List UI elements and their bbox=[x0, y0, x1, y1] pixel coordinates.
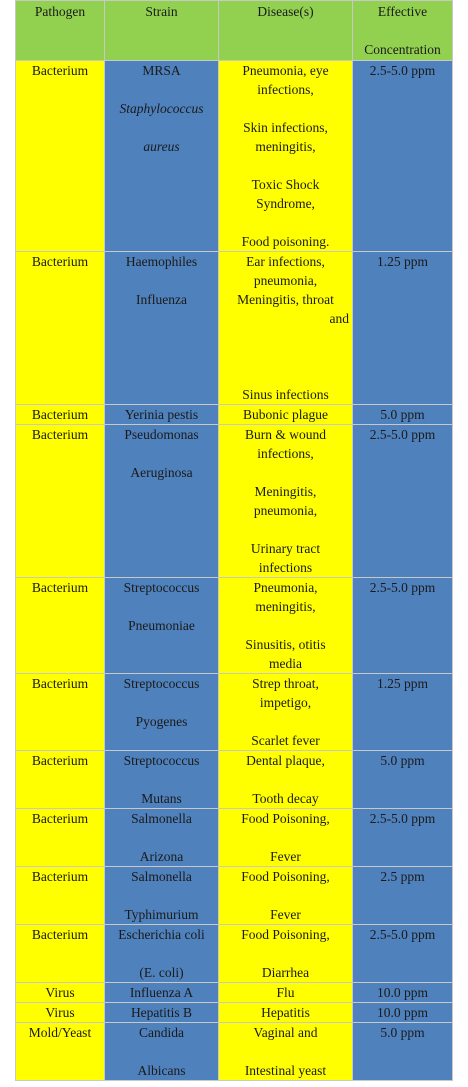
disease-cell bbox=[219, 61, 353, 252]
pathogen-cell bbox=[16, 983, 105, 1003]
cell-line: Yerinia pestis bbox=[124, 407, 199, 422]
strain-cell bbox=[105, 674, 219, 751]
cell-line: Food Poisoning, bbox=[241, 927, 330, 942]
cell-line: Arizona bbox=[139, 849, 184, 864]
strain-cell bbox=[105, 925, 219, 983]
disease-cell bbox=[219, 809, 353, 867]
table-row bbox=[16, 61, 453, 252]
cell-line: 5.0 ppm bbox=[380, 753, 425, 768]
cell-line: infections, bbox=[257, 82, 314, 97]
cell-line: Salmonella bbox=[131, 811, 192, 826]
pathogen-cell bbox=[16, 1023, 105, 1081]
cell-line bbox=[108, 118, 215, 137]
cell-line: Sinusitis, otitis bbox=[245, 637, 326, 652]
header-diseases: Disease(s) bbox=[219, 1, 353, 61]
cell-line: Aeruginosa bbox=[130, 465, 193, 480]
cell-line bbox=[108, 597, 215, 616]
cell-line: Streptococcus bbox=[123, 580, 200, 595]
pathogen-cell bbox=[16, 809, 105, 867]
pathogen-cell bbox=[16, 1003, 105, 1023]
table-row bbox=[16, 405, 453, 425]
strain-cell bbox=[105, 1003, 219, 1023]
cell-line: Meningitis, bbox=[254, 484, 317, 499]
cell-line: Hepatitis bbox=[261, 1005, 310, 1020]
table-row bbox=[16, 674, 453, 751]
strain-cell bbox=[105, 578, 219, 674]
disease-cell bbox=[219, 867, 353, 925]
disease-cell bbox=[219, 674, 353, 751]
strain-cell bbox=[105, 425, 219, 578]
table-row bbox=[16, 983, 453, 1003]
table-row bbox=[16, 809, 453, 867]
cell-line: Virus bbox=[45, 1005, 75, 1020]
cell-line: Escherichia coli bbox=[118, 927, 205, 942]
cell-line: Meningitis, throat bbox=[237, 292, 334, 307]
pathogen-cell bbox=[16, 925, 105, 983]
table-row bbox=[16, 1003, 453, 1023]
cell-line: Mutans bbox=[141, 791, 182, 806]
disease-cell bbox=[219, 425, 353, 578]
cell-line: infections bbox=[258, 560, 313, 575]
strain-cell bbox=[105, 751, 219, 809]
cell-line bbox=[222, 1042, 349, 1061]
concentration-cell bbox=[353, 1023, 453, 1081]
cell-line: and bbox=[329, 311, 349, 326]
disease-cell bbox=[219, 1023, 353, 1081]
disease-cell bbox=[219, 405, 353, 425]
concentration-cell bbox=[353, 809, 453, 867]
pathogen-cell bbox=[16, 405, 105, 425]
table-row bbox=[16, 252, 453, 405]
header-row bbox=[16, 1, 453, 61]
disease-cell bbox=[219, 578, 353, 674]
cell-line: Food poisoning. bbox=[241, 234, 330, 249]
table-row bbox=[16, 925, 453, 983]
cell-line: Dental plaque, bbox=[246, 753, 325, 768]
pathogen-cell bbox=[16, 578, 105, 674]
cell-line: Albicans bbox=[137, 1063, 186, 1078]
cell-line bbox=[222, 828, 349, 847]
concentration-cell bbox=[353, 1003, 453, 1023]
cell-line: Bacterium bbox=[31, 811, 89, 826]
cell-line bbox=[108, 944, 215, 963]
cell-line: Mold/Yeast bbox=[28, 1025, 92, 1040]
cell-line: media bbox=[269, 656, 302, 671]
cell-line: MRSA bbox=[142, 63, 181, 78]
cell-line: Streptococcus bbox=[123, 676, 200, 691]
cell-line: 2.5-5.0 ppm bbox=[369, 580, 436, 595]
header-pathogen: Pathogen bbox=[16, 1, 105, 61]
table-header bbox=[16, 1, 453, 61]
cell-line bbox=[222, 616, 349, 635]
cell-line: Toxic Shock bbox=[251, 177, 320, 192]
cell-line: Vaginal and bbox=[253, 1025, 318, 1040]
cell-line: impetigo, bbox=[259, 695, 312, 710]
pathogen-table bbox=[15, 0, 453, 1081]
cell-line: Influenza bbox=[136, 292, 187, 307]
table-row bbox=[16, 425, 453, 578]
table-row bbox=[16, 578, 453, 674]
cell-line: Bacterium bbox=[31, 580, 89, 595]
cell-line: 2.5 ppm bbox=[380, 869, 425, 884]
cell-line: 10.0 ppm bbox=[376, 1005, 428, 1020]
strain-cell bbox=[105, 1023, 219, 1081]
cell-line: Bacterium bbox=[31, 63, 89, 78]
cell-line bbox=[222, 712, 349, 731]
cell-line bbox=[108, 693, 215, 712]
cell-line: Staphylococcus bbox=[119, 101, 204, 116]
cell-line: Bacterium bbox=[31, 927, 89, 942]
cell-line: 1.25 ppm bbox=[376, 676, 428, 691]
cell-line bbox=[108, 770, 215, 789]
cell-line: Sinus infections bbox=[242, 387, 329, 402]
cell-line: Fever bbox=[270, 907, 301, 922]
concentration-cell bbox=[353, 61, 453, 252]
cell-line: Hepatitis B bbox=[130, 1005, 193, 1020]
cell-line: Food Poisoning, bbox=[241, 811, 330, 826]
cell-line: Intestinal yeast bbox=[244, 1063, 327, 1078]
cell-line bbox=[222, 520, 349, 539]
cell-line: meningitis, bbox=[255, 139, 316, 154]
cell-line: Tooth decay bbox=[252, 791, 319, 806]
strain-cell bbox=[105, 252, 219, 405]
cell-line: infections, bbox=[257, 446, 314, 461]
cell-line: Salmonella bbox=[131, 869, 192, 884]
cell-line: Fever bbox=[270, 849, 301, 864]
cell-line bbox=[222, 347, 349, 366]
cell-line bbox=[222, 463, 349, 482]
concentration-cell bbox=[353, 983, 453, 1003]
cell-line: 2.5-5.0 ppm bbox=[369, 427, 436, 442]
cell-line bbox=[108, 1042, 215, 1061]
cell-line: Ear infections, bbox=[246, 254, 325, 269]
disease-cell bbox=[219, 983, 353, 1003]
header-strain: Strain bbox=[105, 1, 219, 61]
disease-cell bbox=[219, 252, 353, 405]
disease-cell bbox=[219, 925, 353, 983]
table-row bbox=[16, 867, 453, 925]
cell-line: Strep throat, bbox=[252, 676, 319, 691]
cell-line: Bacterium bbox=[31, 427, 89, 442]
cell-line: Burn & wound bbox=[245, 427, 326, 442]
table-row bbox=[16, 751, 453, 809]
cell-line bbox=[108, 80, 215, 99]
concentration-cell bbox=[353, 925, 453, 983]
concentration-cell bbox=[353, 751, 453, 809]
concentration-cell bbox=[353, 405, 453, 425]
pathogen-cell bbox=[16, 674, 105, 751]
disease-cell bbox=[219, 1003, 353, 1023]
cell-line: meningitis, bbox=[255, 599, 316, 614]
cell-line bbox=[222, 99, 349, 118]
pathogen-cell bbox=[16, 425, 105, 578]
disease-cell bbox=[219, 751, 353, 809]
cell-line bbox=[222, 366, 349, 385]
cell-line bbox=[108, 828, 215, 847]
cell-line bbox=[108, 444, 215, 463]
table-row bbox=[16, 1023, 453, 1081]
concentration-cell bbox=[353, 674, 453, 751]
cell-line: Pseudomonas bbox=[124, 427, 199, 442]
cell-line: Syndrome, bbox=[256, 196, 315, 211]
cell-line: Flu bbox=[276, 985, 295, 1000]
cell-line: Diarrhea bbox=[261, 965, 310, 980]
cell-line: Bacterium bbox=[31, 676, 89, 691]
cell-line: Streptococcus bbox=[123, 753, 200, 768]
cell-line bbox=[222, 156, 349, 175]
cell-line bbox=[222, 213, 349, 232]
pathogen-cell bbox=[16, 61, 105, 252]
cell-line bbox=[222, 770, 349, 789]
cell-line bbox=[108, 886, 215, 905]
cell-line: Bacterium bbox=[31, 407, 89, 422]
cell-line: Scarlet fever bbox=[251, 733, 320, 748]
cell-line: Pyogenes bbox=[135, 714, 188, 729]
pathogen-cell bbox=[16, 751, 105, 809]
cell-line: Bacterium bbox=[31, 254, 89, 269]
strain-cell bbox=[105, 983, 219, 1003]
table-body bbox=[16, 61, 453, 1081]
cell-line bbox=[222, 328, 349, 347]
cell-line bbox=[222, 944, 349, 963]
concentration-cell bbox=[353, 425, 453, 578]
pathogen-cell bbox=[16, 252, 105, 405]
cell-line: Pneumonia, eye bbox=[242, 63, 329, 78]
cell-line: Candida bbox=[139, 1025, 184, 1040]
cell-line: Haemophiles bbox=[125, 254, 198, 269]
cell-line: pneumonia, bbox=[253, 503, 318, 518]
cell-line: pneumonia, bbox=[253, 273, 318, 288]
cell-line: (E. coli) bbox=[139, 965, 184, 980]
cell-line bbox=[222, 886, 349, 905]
cell-line: Pneumoniae bbox=[128, 618, 195, 633]
concentration-cell bbox=[353, 867, 453, 925]
concentration-cell bbox=[353, 252, 453, 405]
cell-line: Typhimurium bbox=[124, 907, 199, 922]
cell-line: Bubonic plague bbox=[242, 407, 329, 422]
cell-line: Virus bbox=[45, 985, 75, 1000]
cell-line: Pneumonia, bbox=[253, 580, 318, 595]
cell-line: Bacterium bbox=[31, 869, 89, 884]
cell-line bbox=[108, 271, 215, 290]
concentration-cell bbox=[353, 578, 453, 674]
cell-line: 2.5-5.0 ppm bbox=[369, 811, 436, 826]
cell-line: 2.5-5.0 ppm bbox=[369, 63, 436, 78]
cell-line: Influenza A bbox=[129, 985, 194, 1000]
cell-line: 5.0 ppm bbox=[380, 407, 425, 422]
cell-line: 1.25 ppm bbox=[376, 254, 428, 269]
cell-line: Urinary tract bbox=[250, 541, 321, 556]
cell-line: 5.0 ppm bbox=[380, 1025, 425, 1040]
cell-line: Skin infections, bbox=[243, 120, 328, 135]
cell-line: 2.5-5.0 ppm bbox=[369, 927, 436, 942]
cell-line: Food Poisoning, bbox=[241, 869, 330, 884]
strain-cell bbox=[105, 61, 219, 252]
header-effective-concentration: Effective Concentration bbox=[353, 1, 453, 61]
cell-line: aureus bbox=[143, 139, 180, 154]
cell-line: Bacterium bbox=[31, 753, 89, 768]
strain-cell bbox=[105, 405, 219, 425]
pathogen-cell bbox=[16, 867, 105, 925]
strain-cell bbox=[105, 867, 219, 925]
cell-line: 10.0 ppm bbox=[376, 985, 428, 1000]
strain-cell bbox=[105, 809, 219, 867]
